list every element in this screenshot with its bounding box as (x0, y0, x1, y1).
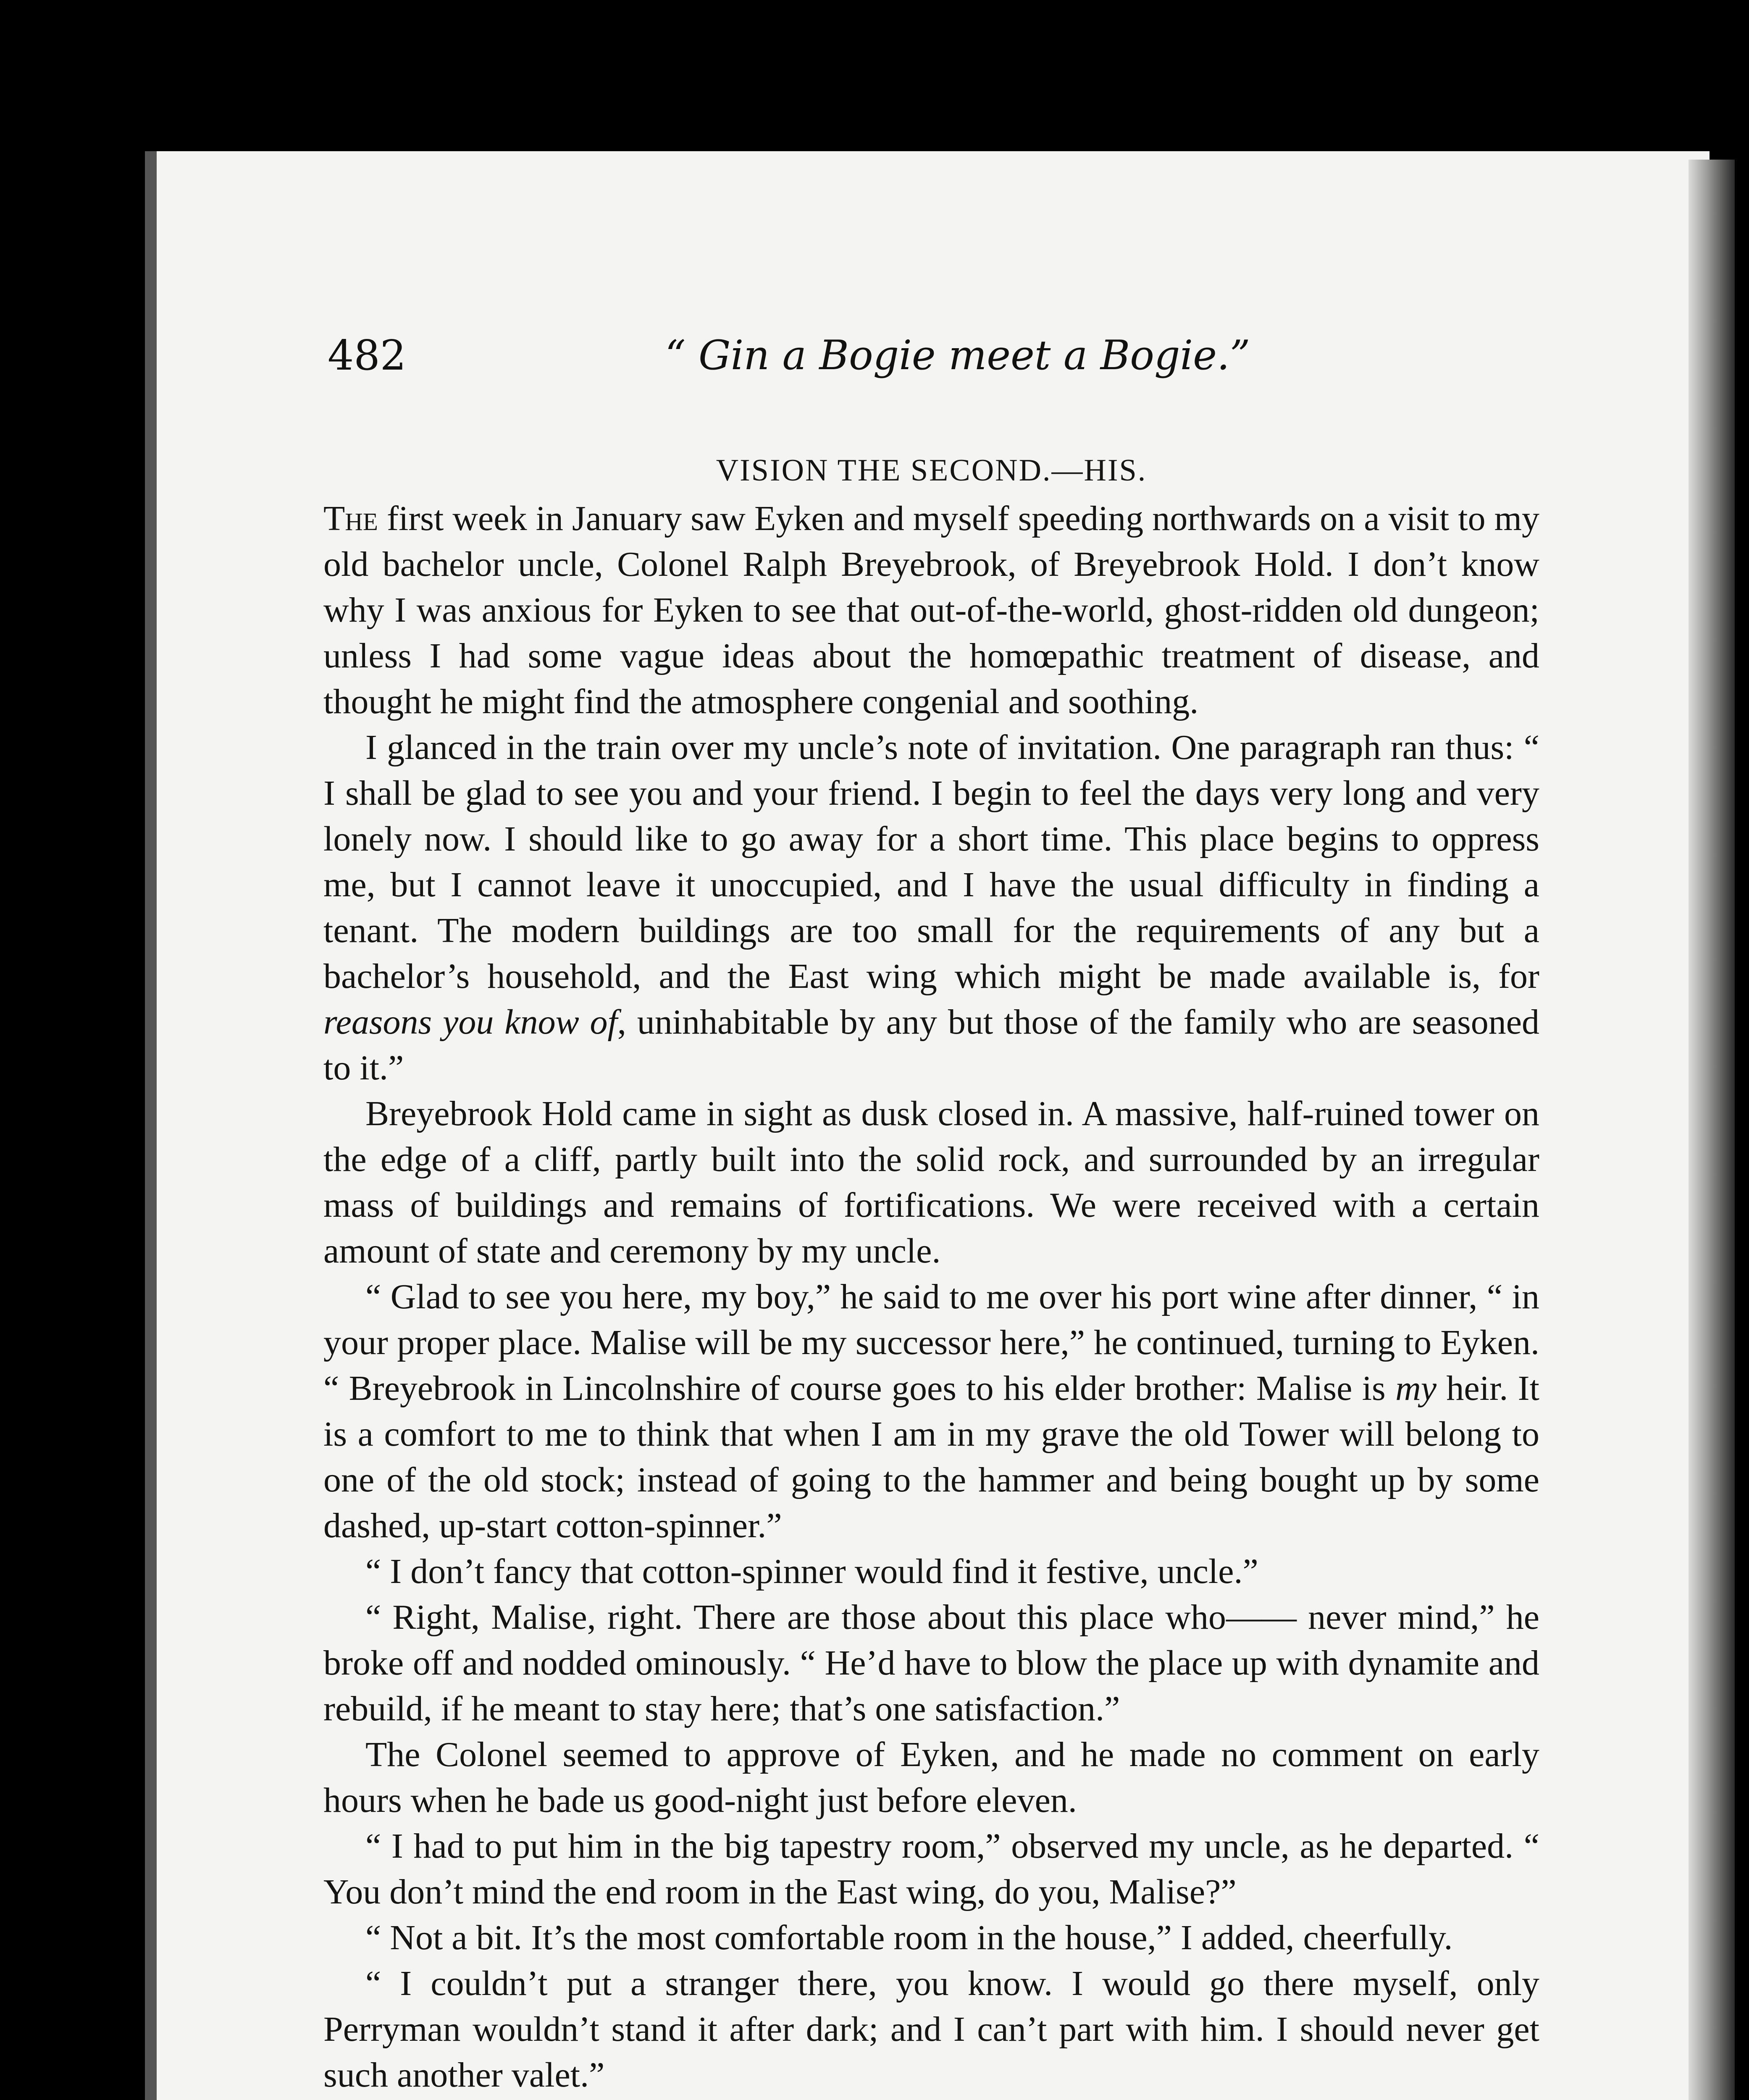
facing-page-edge (1689, 160, 1735, 2100)
paragraph-4-end: heir. It is a comfort to me to think that when I am in my grave the old Tower will belong to one of the old stock; instead of going to the hammer and being bought up by some dashed, up-start cotton-spinner.” (323, 1369, 1539, 1545)
paragraph-2-text: I glanced in the train over my uncle’s note of invitation. One paragraph ran thus: “ I shall be glad to see you and your friend. I begin to feel the days very long and very lonely now. I should like to go away for a short time. This place begins to oppress me, but I cannot leave it unoccupied, and I have the usual difficulty in finding a tenant. The modern buildings are too small for the requirements of any but a bachelor’s household, and the East wing which might be made available is, for (323, 728, 1539, 996)
paragraph-10: “ I couldn’t put a stranger there, you know. I would go there myself, only Perryman wouldn’t stand it after dark; and I can’t part with him. I should never get such another valet.” (323, 1964, 1539, 2095)
italic-phrase: reasons you know of (323, 1003, 617, 1042)
paragraph-4-text: “ Glad to see you here, my boy,” he said to me over his port wine after dinner, “ in your proper place. Malise will be my successor here,” he continued, turning to Eyken. “ Breyebrook in Lincolnshire of course goes to his elder brother: Malise is (323, 1277, 1539, 1408)
paragraph-2-end: , uninhabitable by any but those of the family who are seasoned to it.” (323, 1003, 1539, 1087)
opening-word: The (323, 499, 378, 538)
page-header (328, 332, 1588, 391)
paragraph-4 (323, 1274, 1539, 1549)
body-text (323, 445, 1539, 2100)
page-number: 482 (328, 332, 407, 380)
paragraph-3: Breyebrook Hold came in sight as dusk closed in. A massive, half-ruined tower on the edge of a cliff, partly built into the solid rock, and surrounded by an irregular mass of buildings and remains of fortifications. We were received with a certain amount of state and ceremony by my uncle. (323, 1094, 1539, 1270)
paragraph-5: “ I don’t fancy that cotton-spinner would find it festive, uncle.” (365, 1552, 1258, 1591)
paragraph-11 (323, 2098, 1539, 2100)
paragraph-9: “ Not a bit. It’s the most comfortable room in the house,” I added, cheerfully. (365, 1918, 1453, 1957)
paragraph-2 (323, 724, 1539, 1091)
page-spine-shadow (145, 151, 157, 2100)
paragraph-8: “ I had to put him in the big tapestry room,” observed my uncle, as he departed. “ You don’t mind the end room in the East wing, do you, Malise?” (323, 1827, 1539, 1911)
italic-word: my (1395, 1369, 1437, 1408)
section-heading: VISION THE SECOND.—HIS. (716, 453, 1147, 488)
paragraph-1-text: first week in January saw Eyken and myself speeding northwards on a visit to my old bachelor uncle, Colonel Ralph Breyebrook, of Breyebrook Hold. I don’t know why I was anxious for Eyken to see that out-of-the-world, ghost-ridden old dungeon; unless I had some vague ideas about the homœpathic treatment of disease, and thought he might find the atmosphere congenial and soothing. (323, 499, 1539, 721)
paragraph-7: The Colonel seemed to approve of Eyken, and he made no comment on early hours when he bade us good-night just before eleven. (323, 1735, 1539, 1820)
paragraph-1 (323, 496, 1539, 724)
running-head: “ Gin a Bogie meet a Bogie.” (665, 332, 1250, 379)
paragraph-6: “ Right, Malise, right. There are those about this place who—— never mind,” he broke off and nodded ominously. “ He’d have to blow the place up with dynamite and rebuild, if he meant to stay here; that’s one satisfaction.” (323, 1598, 1539, 1728)
